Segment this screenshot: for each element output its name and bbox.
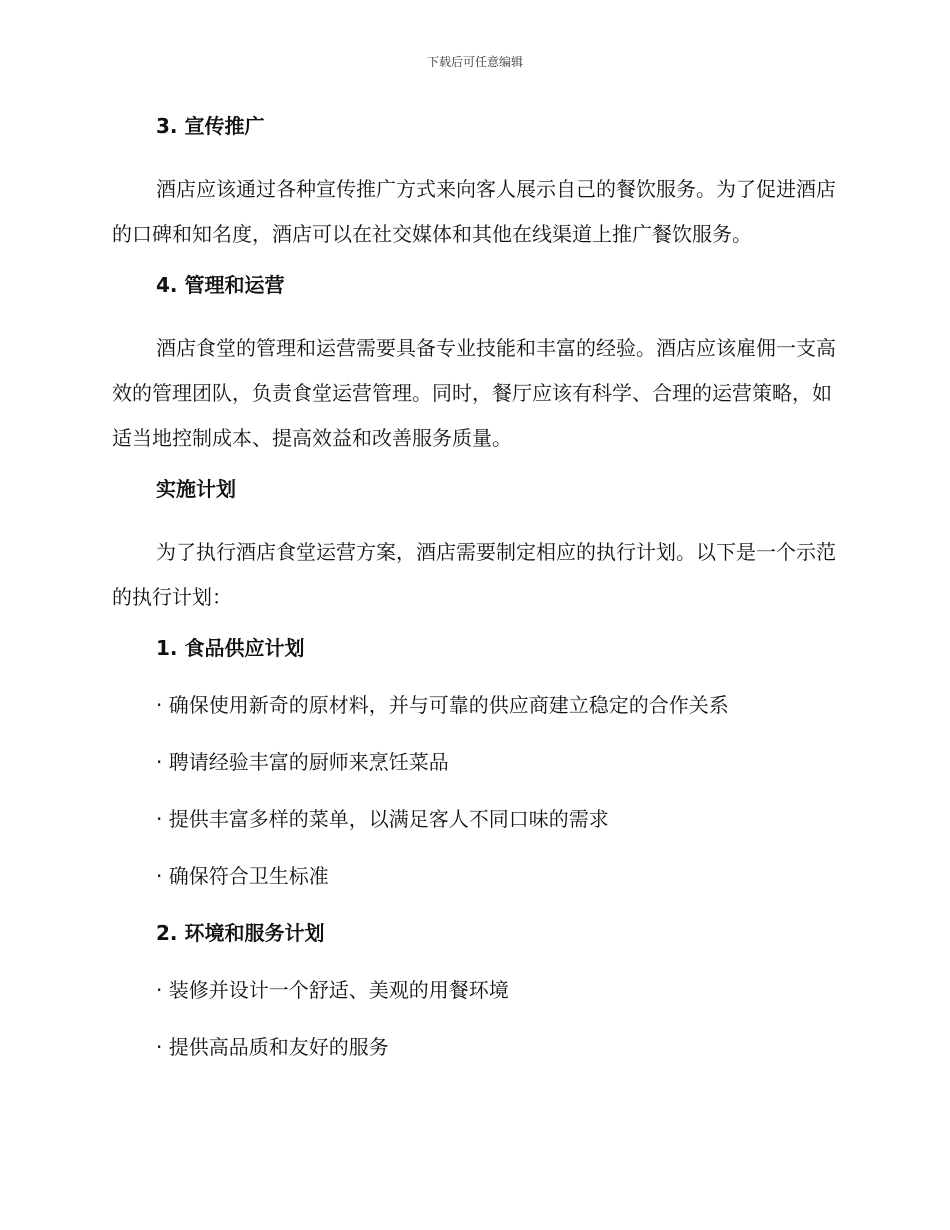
plan-heading-food-supply: 1. 食品供应计划	[156, 636, 305, 660]
section-paragraph-management: 酒店食堂的管理和运营需要具备专业技能和丰富的经验。酒店应该雇佣一支高效的管理团队，负责食堂运营管理。同时，餐厅应该有科学、合理的运营策略，如适当地控制成本、提高效益和改善服务质量。	[112, 336, 836, 450]
list-item: · 提供丰富多样的菜单，以满足客人不同口味的需求	[156, 807, 609, 831]
section-heading-implementation: 实施计划	[156, 477, 236, 501]
section-heading-promotion: 3. 宣传推广	[156, 114, 265, 138]
list-item: · 装修并设计一个舒适、美观的用餐环境	[156, 978, 509, 1002]
header-note: 下载后可任意编辑	[426, 55, 523, 69]
list-item: · 提供高品质和友好的服务	[156, 1035, 389, 1059]
list-item: · 确保符合卫生标准	[156, 864, 329, 888]
section-paragraph-promotion: 酒店应该通过各种宣传推广方式来向客人展示自己的餐饮服务。为了促进酒店的口碑和知名度，酒店可以在社交媒体和其他在线渠道上推广餐饮服务。	[112, 177, 836, 246]
list-item: · 聘请经验丰富的厨师来烹饪菜品	[156, 750, 449, 774]
plan-heading-environment-service: 2. 环境和服务计划	[156, 921, 325, 945]
list-item: · 确保使用新奇的原材料，并与可靠的供应商建立稳定的合作关系	[156, 693, 729, 717]
section-heading-management: 4. 管理和运营	[156, 273, 285, 297]
document-body	[112, 110, 837, 1088]
section-paragraph-implementation: 为了执行酒店食堂运营方案，酒店需要制定相应的执行计划。以下是一个示范的执行计划：	[112, 540, 836, 609]
